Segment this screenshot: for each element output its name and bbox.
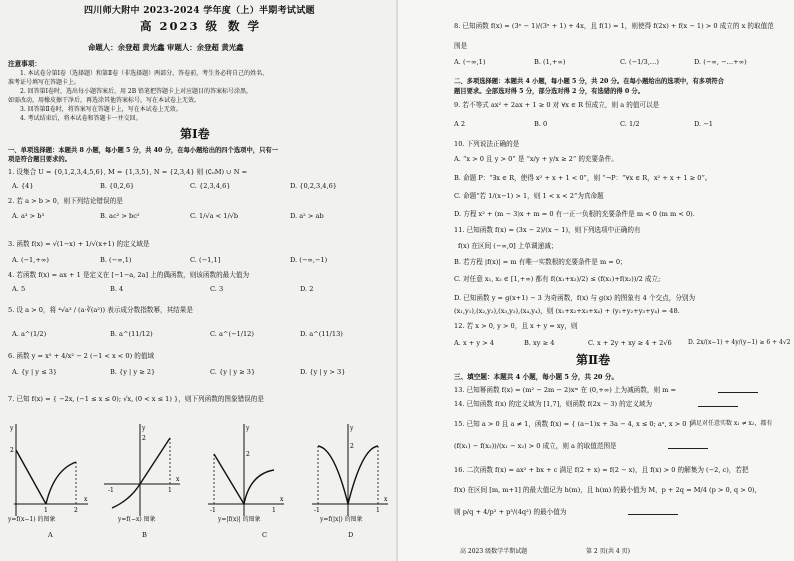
tick-label: -1 [108, 487, 114, 494]
q10-stem: 10. 下列说法正确的是 [454, 140, 520, 148]
q11-option-d: D. 已知函数 y = g(x+1) − 3 为奇函数，f(x) 与 g(x) 的图象有 4 个交点，分别为 [454, 294, 696, 302]
q7-letter-a: A [48, 531, 53, 539]
tick-label: 1 [168, 487, 172, 494]
tick-label: 2 [10, 447, 14, 454]
q16-answer-blank[interactable] [628, 508, 678, 515]
q5-option-c: C. a^(−1/12) [210, 330, 254, 338]
q1-option-b: B. {0,2,6} [100, 182, 135, 190]
q7-stem: 7. 已知 f(x) = { −2x, (−1 ≤ x ≤ 0); √x, (0 < x ≤ 1) }，则下列函数的图象错误的是 [8, 395, 264, 403]
q1-stem: 1. 设集合 U = {0,1,2,3,4,5,6}, M = {1,3,5}, N = {2,3,4} 则 (∁ᵤM) ∪ N = [8, 168, 248, 176]
subject-label: 数 学 [228, 19, 262, 33]
q7-caption-c: y=|f(x)| 的图象 [218, 516, 261, 523]
q11-option-c: C. 对任意 x₁, x₂ ∈ [1,+∞) 都有 f((x₁+x₂)/2) ≤ (f(x₁)+f(x₂))/2 成立; [454, 275, 661, 283]
q9-option-a: A 2 [454, 120, 466, 128]
q5-option-b: B. a^(11/12) [110, 330, 153, 338]
footer-page-number: 第 2 页(共 4 页) [586, 548, 630, 555]
graph-curve [244, 470, 274, 504]
tick-label: 2 [350, 443, 354, 450]
q12-option-a: A. x + y > 4 [454, 339, 495, 347]
q7-graph-d [308, 418, 390, 518]
graph-curve [112, 484, 140, 508]
q6-option-a: A. {y | y ≤ 3} [12, 368, 58, 376]
note-line: 准考证号填写在答题卡上。 [8, 79, 81, 86]
q14-answer-blank[interactable] [698, 400, 738, 407]
graph-line [140, 438, 170, 484]
q7-graph-b [100, 418, 182, 518]
single-choice-heading-2: 项是符合题目要求的。 [8, 156, 71, 163]
q4-option-c: C. 3 [210, 285, 224, 293]
q4-stem: 4. 若函数 f(x) = ax + 1 是定义在 [−1−a, 2a] 上的偶函数，则该函数的最大值为 [8, 271, 250, 279]
graph-curve [318, 446, 348, 504]
q9-option-b: B. 0 [534, 120, 548, 128]
q2-option-c: C. 1/√a < 1/√b [190, 212, 239, 220]
q11-option-b: B. 若方程 |f(x)| = m 有唯一实数根的充要条件是 m = 0； [454, 258, 627, 266]
tick-label: 2 [142, 435, 146, 442]
axis-y-label: y [142, 425, 146, 432]
q7-letter-b: B [142, 531, 147, 539]
q7-letter-d: D [348, 531, 354, 539]
q6-stem: 6. 函数 y = x² + 4/x² − 2 (−1 < x < 0) 的值域 [8, 352, 155, 360]
multi-choice-heading-2: 题目要求。全部选对得 5 分，部分选对得 2 分，有选错的得 0 分。 [454, 88, 645, 95]
q4-option-a: A. 5 [12, 285, 26, 293]
q15-answer-blank[interactable] [668, 442, 708, 449]
axis-x-label: x [280, 496, 284, 503]
q11-option-d-2: (x₁,y₁),(x₂,y₂),(x₃,y₃),(x₄,y₄)，则 (x₁+x₂+x₃+x₄) + (y₁+y₂+y₃+y₄) = 48. [454, 307, 680, 315]
q7-graph-c [204, 418, 286, 518]
multi-choice-heading: 二、多项选择题：本题共 4 小题，每小题 5 分，共 20 分。在每小题给出的选项中，有多项符合 [454, 78, 724, 85]
q16-stem: 16. 二次函数 f(x) = ax² + bx + c 满足 f(2 + x) = f(2 − x)，且 f(x) > 0 的解集为 (−2, c)，若把 [454, 466, 749, 474]
q12-option-b: B. xy ≥ 4 [524, 339, 555, 347]
tick-label: -1 [210, 507, 216, 514]
graph-curve [46, 462, 76, 504]
q8-option-c: C. (−1/3,…) [620, 58, 659, 66]
q3-option-b: B. (−∞,1) [100, 256, 132, 264]
note-line: 1. 本试卷分第Ⅰ卷（选择题）和第Ⅱ卷（非选择题）两部分，答卷前，考生务必将自己的姓名、 [20, 70, 269, 77]
tick-label: -1 [314, 507, 320, 514]
q15-stem-2: 满足对任意实数 x₁ ≠ x₂，都有 [690, 420, 773, 427]
q13-answer-blank[interactable] [718, 386, 758, 393]
q10-option-b: B. 命题 P：“∃x ∈ R，使得 x² + x + 1 < 0”，则 “¬P：“∀x ∈ R，x² + x + 1 ≥ 0”。 [454, 174, 712, 182]
q3-option-c: C. (−1,1] [190, 256, 221, 264]
q6-option-c: C. {y | y ≥ 3} [210, 368, 256, 376]
q4-option-d: D. 2 [300, 285, 314, 293]
q15-stem: 15. 已知 a > 0 且 a ≠ 1，函数 f(x) = { (a−1)x + 3a − 4, x ≤ 0; aˣ, x > 0 } [454, 420, 693, 428]
q9-option-d: D. −1 [694, 120, 713, 128]
q7-letter-c: C [262, 531, 268, 539]
q16-stem-3: 则 p/q + 4/p² + p³/(4q²) 的最小值为 [454, 508, 567, 516]
q16-stem-2: f(x) 在区间 [m, m+1] 的最大值记为 h(m)，且 h(m) 的最小值为 M，p + 2q = M/4 (p > 0, q > 0)， [454, 486, 762, 494]
q1-option-c: C. {2,3,4,6} [190, 182, 231, 190]
q5-option-a: A. a^(1/2) [12, 330, 47, 338]
q12-option-d: D. 2x/(x−1) + 4y/(y−1) ≥ 6 + 4√2 [688, 339, 791, 346]
grade-label: 高 2023 级 [140, 19, 220, 33]
tick-label: 1 [376, 507, 380, 514]
q2-option-b: B. ac² > bc² [100, 212, 140, 220]
q7-caption-a: y=f(x−1) 的图象 [8, 516, 56, 523]
axis-y-label: y [246, 425, 250, 432]
q9-option-c: C. 1/2 [620, 120, 640, 128]
q6-option-b: B. {y | y ≥ 2} [110, 368, 156, 376]
tick-label: 2 [74, 507, 78, 514]
q8-option-a: A. (−∞,1) [454, 58, 486, 66]
q3-option-d: D. (−∞,−1) [290, 256, 328, 264]
note-line: 如需改动，用橡皮擦干净后，再选涂其他答案标号，写在本试卷上无效。 [8, 97, 201, 104]
q7-graph-a [8, 418, 90, 518]
q2-option-a: A. a³ > b³ [12, 212, 45, 220]
footer-left: 高 2023 级数学半期试题 [460, 548, 528, 555]
graph-curve [348, 446, 378, 504]
q2-stem: 2. 若 a > b > 0，则下列结论错误的是 [8, 197, 123, 205]
q8-option-d: D. (−∞, −…+∞) [694, 58, 747, 66]
q1-option-d: D. {0,2,3,4,6} [290, 182, 337, 190]
q11-stem: 11. 已知函数 f(x) = (3x − 2)/(x − 1)，则下列选项中正确的有 [454, 226, 641, 234]
q3-option-a: A. (−1,+∞) [12, 256, 49, 264]
q7-caption-d: y=f(|x|) 的图象 [320, 516, 363, 523]
right-page [398, 0, 794, 561]
q10-option-c: C. 命题“若 1/(x−1) > 1，则 1 < x < 2”为真命题 [454, 192, 604, 200]
axis-x-label: x [384, 496, 388, 503]
q2-option-d: D. a² > ab [290, 212, 324, 220]
q15-stem-3: (f(x₁) − f(x₂))/(x₁ − x₂) > 0 成立，则 a 的取值范围是 [454, 442, 617, 450]
authors-line: 命题人：余登超 黄光鑫 审题人：余登超 黄光鑫 [88, 43, 244, 52]
note-line: 3. 回答第Ⅱ卷时，将答案写在答题卡上，写在本试卷上无效。 [20, 106, 182, 113]
q10-option-a: A. “x > 0 且 y > 0” 是 “x/y + y/x ≥ 2” 的充要条件。 [454, 155, 618, 163]
note-line: 2. 回答第Ⅰ卷时，选出每小题答案后，用 2B 铅笔把答题卡上对应题目的答案标号涂黑， [20, 88, 253, 95]
q6-option-d: D. {y | y > 3} [300, 368, 346, 376]
single-choice-heading: 一、单项选择题：本题共 8 小题，每小题 5 分，共 40 分，在每小题给出的四个选项中，只有一 [8, 147, 278, 154]
q8-stem: 8. 已知函数 f(x) = (3ˣ − 1)/(3ˣ + 1) + 4x，且 f(1) = 1，则使得 f(2x) + f(x − 1) > 0 成立的 x 的取值范 [454, 22, 774, 30]
tick-label: 1 [272, 507, 276, 514]
part2-title: 第Ⅱ卷 [576, 353, 611, 367]
q11-option-a: f(x) 在区间 (−∞,0] 上单调递减； [458, 242, 558, 250]
q8-stem-2: 围是 [454, 42, 468, 50]
q8-option-b: B. (1,+∞) [534, 58, 566, 66]
graph-line [214, 454, 244, 504]
note-line: 4. 考试结束后，将本试卷和答题卡一并交回。 [20, 115, 142, 122]
tick-label: 1 [44, 507, 48, 514]
q4-option-b: B. 4 [110, 285, 124, 293]
q14-stem: 14. 已知函数 f(x) 的定义域为 [1,7]，则函数 f(2x − 3) 的定义域为 [454, 400, 653, 408]
q10-option-d: D. 方程 x² + (m − 3)x + m = 0 有一正一负根的充要条件是 m < 0 (m m < 0). [454, 210, 695, 218]
q12-stem: 12. 若 x > 0, y > 0，且 x + y = xy，则 [454, 322, 578, 330]
fill-heading: 三、填空题：本题共 4 小题，每小题 5 分，共 20 分。 [454, 373, 618, 381]
q7-caption-b: y=f(−x) 图象 [118, 516, 156, 523]
q13-stem: 13. 已知幂函数 f(x) = (m² − 2m − 2)xᵐ 在 (0,+∞) 上为减函数，则 m = [454, 386, 677, 394]
q3-stem: 3. 函数 f(x) = √(1−x) + 1/√(x+1) 的定义域是 [8, 240, 150, 248]
q5-option-d: D. a^(11/13) [300, 330, 343, 338]
q1-option-a: A. {4} [12, 182, 34, 190]
axis-x-label: x [84, 496, 88, 503]
school-title: 四川师大附中 2023-2024 学年度（上）半期考试试题 [84, 6, 315, 16]
axis-x-label: x [176, 476, 180, 483]
axis-y-label: y [350, 425, 354, 432]
notes-title: 注意事项： [8, 60, 41, 68]
part1-title: 第Ⅰ卷 [180, 127, 210, 141]
q12-option-c: C. x + 2y + xy ≥ 4 + 2√6 [588, 339, 672, 347]
q9-stem: 9. 若不等式 ax² + 2ax + 1 ≥ 0 对 ∀x ∈ R 恒成立，则 a 的值可以是 [454, 101, 660, 109]
graph-line [16, 450, 46, 504]
tick-label: 2 [246, 451, 250, 458]
axis-y-label: y [10, 425, 14, 432]
q5-stem: 5. 设 a > 0，将 ⁴√a³ / (a·∛(a²)) 表示成分数指数幂，其结果是 [8, 306, 193, 314]
